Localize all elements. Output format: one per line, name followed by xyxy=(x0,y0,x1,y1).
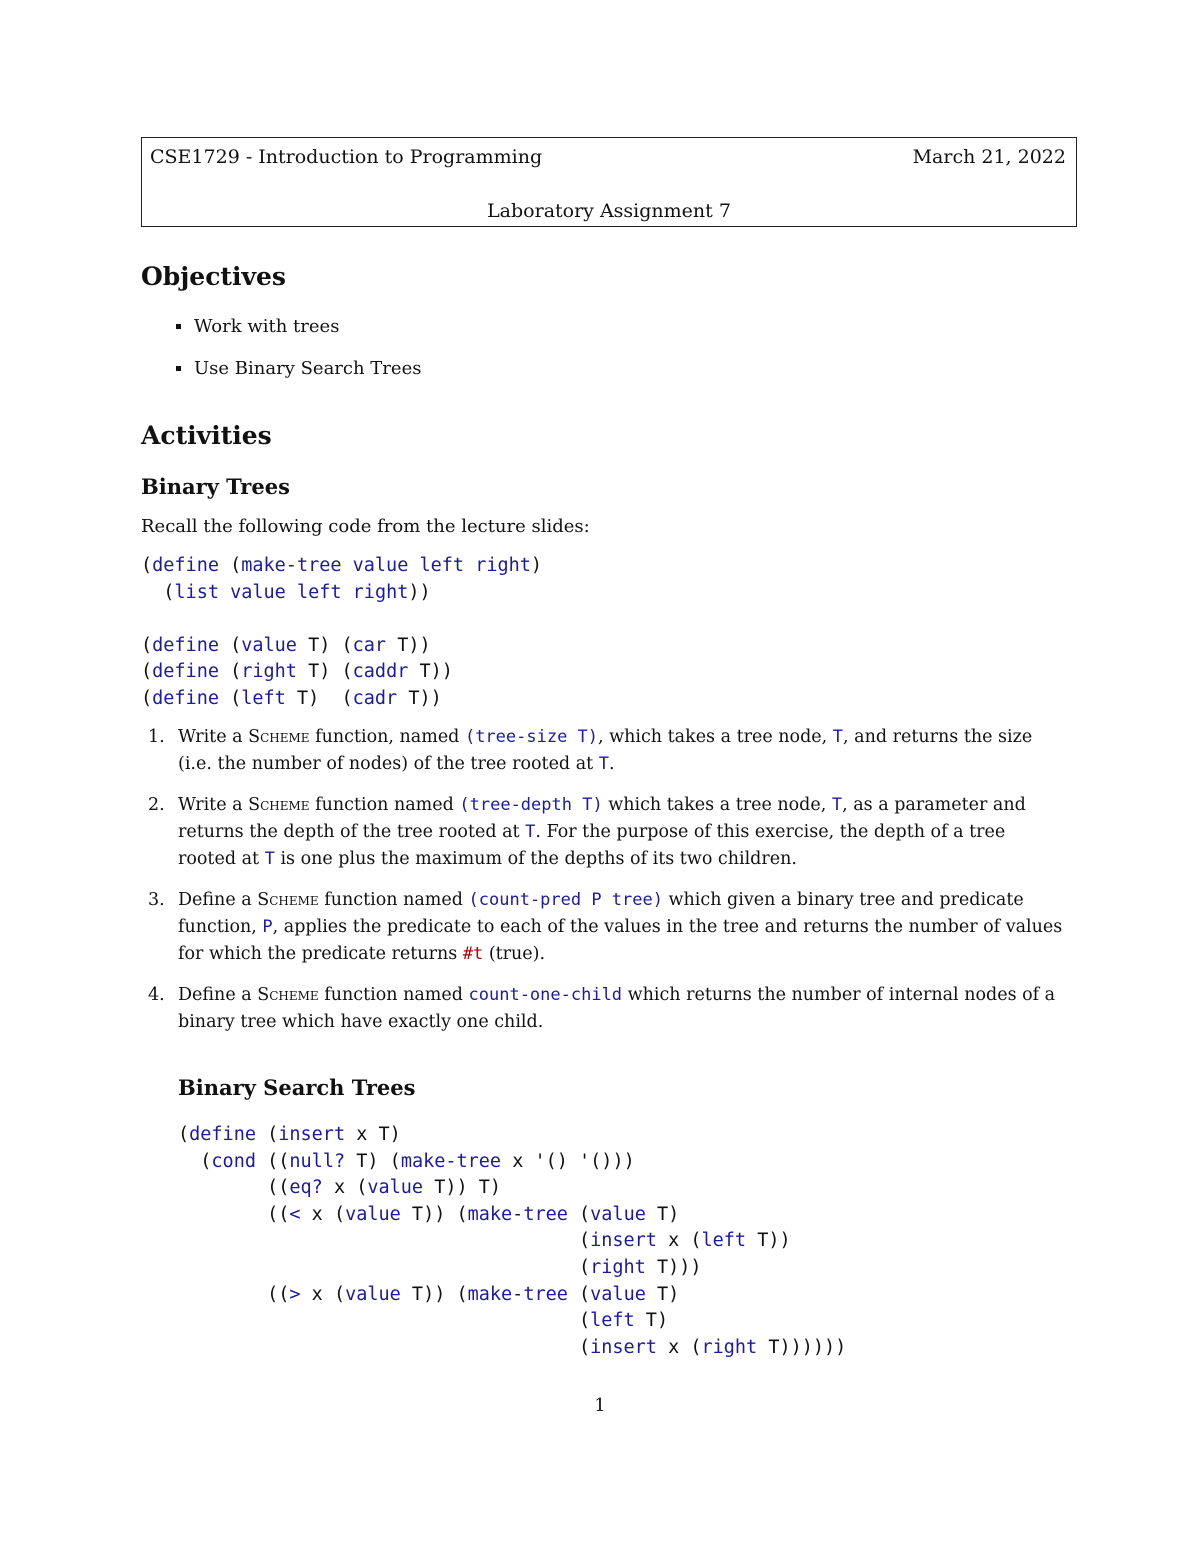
inline-code: T xyxy=(525,822,536,842)
inline-code: (tree-size T) xyxy=(464,727,599,747)
inline-code: count-one-child xyxy=(468,985,623,1005)
list-item: Work with trees xyxy=(172,316,421,358)
intro-paragraph: Recall the following code from the lecture slides: xyxy=(141,516,590,537)
task-text: . xyxy=(608,754,615,774)
task-number: 3. xyxy=(148,890,165,910)
task-item xyxy=(148,724,1068,778)
lab-title: Laboratory Assignment 7 xyxy=(487,200,731,222)
task-text: , as a parameter and returns the depth of the tree rooted at xyxy=(178,795,1026,842)
task-text: (true). xyxy=(483,944,546,964)
task-text: Define a xyxy=(178,890,258,910)
bst-code-block: (define (insert x T) (cond ((null? T) (make-tree x '() '())) ((eq? x (value T)) T) ((< x (value T)) (make-tree (value T) (insert x (left T)) (right T))) ((> x (value T)) (make-tree (value T) (left T) (insert x (right T)))))) xyxy=(178,1124,847,1358)
objectives-list xyxy=(172,316,421,400)
task-text: which returns the number of internal nodes of a binary tree which have exactly one child. xyxy=(178,985,1056,1032)
inline-code: P xyxy=(262,917,273,937)
task-text: Write a xyxy=(178,795,249,815)
objectives-heading: Objectives xyxy=(141,262,286,291)
inline-code: T xyxy=(831,795,843,815)
task-text: function named xyxy=(318,985,469,1005)
task-text: Write a xyxy=(178,727,249,747)
task-text: which given a binary tree and predicate function, xyxy=(178,890,1024,937)
inline-code: (count-pred P tree) xyxy=(468,890,663,910)
list-item: Use Binary Search Trees xyxy=(172,358,421,400)
header-box xyxy=(141,137,1077,227)
task-number: 4. xyxy=(148,985,165,1005)
activities-heading: Activities xyxy=(141,421,272,450)
scheme-word: Scheme xyxy=(248,727,310,747)
scheme-word: Scheme xyxy=(257,890,319,910)
true-literal: #t xyxy=(462,944,484,964)
task-item xyxy=(148,982,1068,1036)
task-text: , which takes a tree node, xyxy=(598,727,833,747)
task-number: 1. xyxy=(148,727,165,747)
bst-heading: Binary Search Trees xyxy=(178,1075,416,1100)
task-list xyxy=(148,724,1068,1050)
task-number: 2. xyxy=(148,795,165,815)
scheme-word: Scheme xyxy=(248,795,310,815)
task-text: function named xyxy=(309,795,460,815)
task-text: which takes a tree node, xyxy=(602,795,832,815)
scheme-word: Scheme xyxy=(257,985,319,1005)
task-text: function, named xyxy=(309,727,465,747)
inline-code: T xyxy=(832,727,844,747)
task-text: function named xyxy=(318,890,469,910)
inline-code: (tree-depth T) xyxy=(459,795,603,815)
inline-code: T xyxy=(264,849,275,869)
binary-trees-heading: Binary Trees xyxy=(141,474,290,499)
inline-code: T xyxy=(598,754,609,774)
task-text: , applies the predicate to each of the values in the tree and returns the number of values for which the predicate returns xyxy=(178,917,1063,964)
assignment-date: March 21, 2022 xyxy=(912,146,1066,168)
task-text: Define a xyxy=(178,985,258,1005)
task-item xyxy=(148,887,1068,968)
tree-code-block: (define (make-tree value left right) (list value left right)) (define (value T) (car T)) (define (right T) (caddr T)) (define (left T) (cadr T)) xyxy=(141,555,543,709)
course-title: CSE1729 - Introduction to Programming xyxy=(150,146,543,168)
task-text: is one plus the maximum of the depths of its two children. xyxy=(274,849,797,869)
task-text: , and returns the size (i.e. the number of nodes) of the tree rooted at xyxy=(178,727,1033,774)
task-text: . For the purpose of this exercise, the depth of a tree rooted at xyxy=(178,822,1006,869)
page-number: 1 xyxy=(594,1395,606,1416)
task-item xyxy=(148,792,1068,873)
